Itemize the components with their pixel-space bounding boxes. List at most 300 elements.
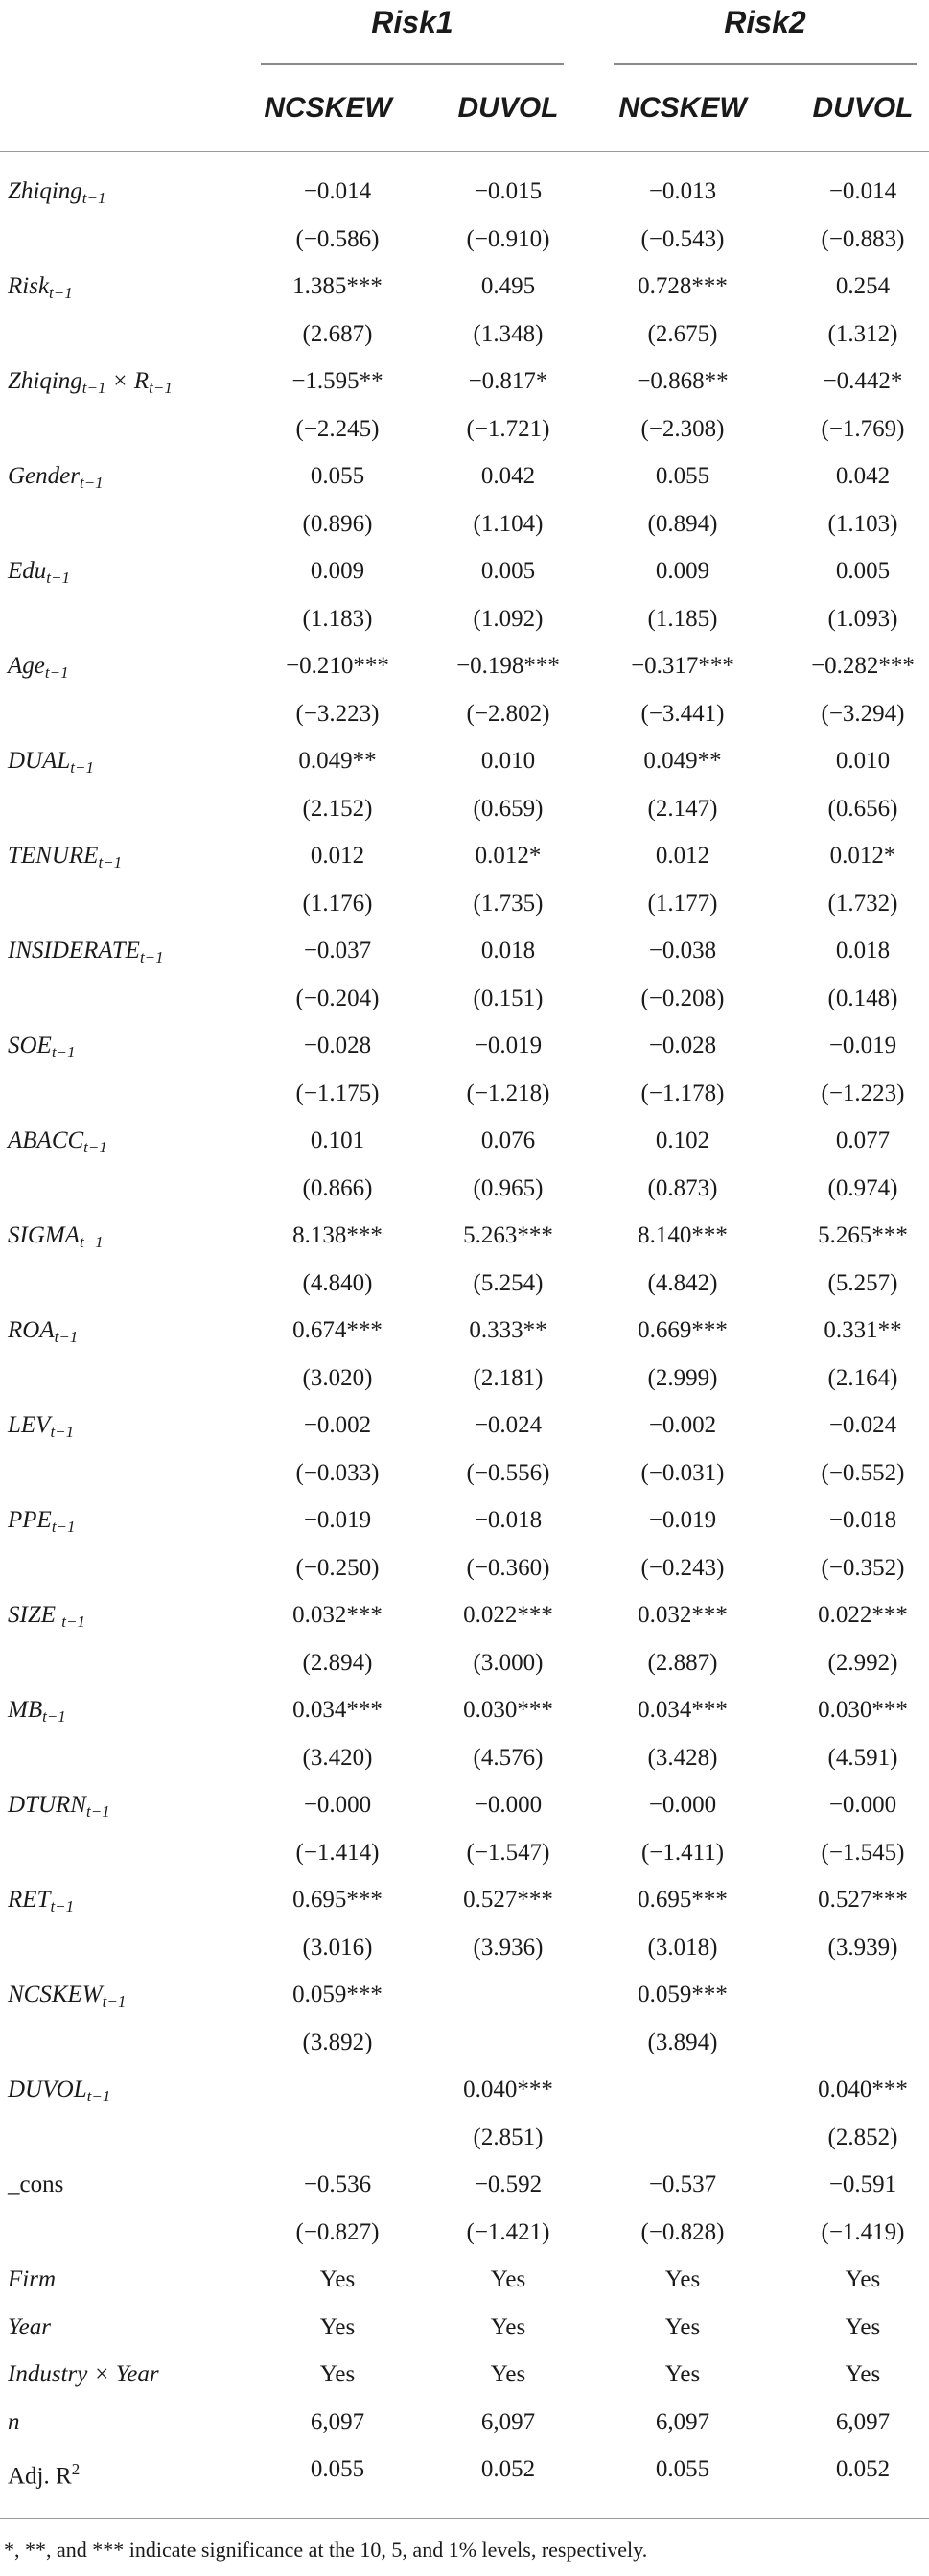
table-cell: −0.018 xyxy=(474,1507,543,1533)
table-cell: (1.185) xyxy=(647,605,718,632)
table-cell: Yes xyxy=(319,2266,356,2292)
row-label-text: LEV xyxy=(8,1412,51,1438)
table-cell: −0.013 xyxy=(648,178,717,204)
row-label-subscript: t−1 xyxy=(46,569,70,587)
table-cell: (0.896) xyxy=(302,510,373,537)
table-cell xyxy=(777,1971,929,2019)
row-label xyxy=(8,1402,257,1450)
table-row xyxy=(0,1971,929,2019)
table-row xyxy=(0,2161,929,2209)
table-cell: (2.147) xyxy=(647,795,718,822)
table-cell xyxy=(596,2114,769,2162)
row-label-text: Edu xyxy=(8,558,47,584)
row-label-text: DTURN xyxy=(8,1792,86,1818)
table-cell: (−0.827) xyxy=(295,2218,380,2245)
row-label-text: INSIDERATE xyxy=(8,938,140,963)
column-header-ncskew-2: NCSKEW xyxy=(618,92,747,124)
row-label xyxy=(8,1497,257,1544)
table-row-tstat xyxy=(0,1829,929,1877)
table-cell: −0.537 xyxy=(648,2171,717,2197)
table-row-tstat xyxy=(0,595,929,643)
row-label xyxy=(8,975,257,1023)
table-cell: (2.887) xyxy=(647,1649,718,1676)
table-cell: (−0.204) xyxy=(295,985,380,1011)
table-cell: 0.101 xyxy=(310,1127,365,1153)
table-cell: −0.002 xyxy=(303,1412,372,1438)
row-label-text: Risk xyxy=(8,273,50,299)
row-label-subscript: t−1 xyxy=(81,379,106,397)
table-cell: −1.595** xyxy=(291,368,383,394)
table-cell: Yes xyxy=(490,2266,526,2292)
table-row xyxy=(0,2446,929,2494)
table-cell: (0.656) xyxy=(827,795,898,822)
row-label-subscript: t−1 xyxy=(44,663,69,682)
table-cell: 0.055 xyxy=(655,2456,710,2482)
header-rule xyxy=(0,151,929,152)
table-cell: 0.009 xyxy=(310,558,365,584)
table-cell: −0.198*** xyxy=(456,653,560,679)
row-label xyxy=(8,1022,257,1070)
table-cell: (1.092) xyxy=(473,605,544,632)
table-cell: (−0.543) xyxy=(640,225,725,252)
row-label xyxy=(8,168,257,216)
table-cell: (−1.547) xyxy=(466,1839,550,1866)
table-row xyxy=(0,1591,929,1639)
table-cell: (−0.243) xyxy=(640,1554,725,1581)
table-cell: (−3.441) xyxy=(640,700,725,727)
table-cell: 0.010 xyxy=(835,748,891,774)
table-cell: −0.442* xyxy=(823,368,903,394)
table-cell: (0.659) xyxy=(473,795,544,822)
table-row-tstat xyxy=(0,500,929,548)
table-cell: −0.592 xyxy=(474,2171,543,2197)
table-row xyxy=(0,2399,929,2447)
table-cell: (0.974) xyxy=(827,1174,898,1201)
row-label xyxy=(8,2446,257,2494)
table-cell: (−1.223) xyxy=(821,1079,905,1106)
table-cell: (0.148) xyxy=(827,985,898,1011)
table-cell: (3.936) xyxy=(473,1934,544,1961)
table-cell: Yes xyxy=(664,2361,701,2387)
table-row-tstat xyxy=(0,1355,929,1403)
table-cell: Yes xyxy=(845,2313,881,2340)
table-cell: −0.028 xyxy=(303,1033,372,1058)
row-label-subscript: t−1 xyxy=(79,1233,104,1251)
row-label-text: SOE xyxy=(8,1033,52,1058)
row-label xyxy=(8,263,257,311)
table-cell: −0.000 xyxy=(303,1792,372,1818)
table-cell: −0.019 xyxy=(474,1033,543,1058)
table-cell: Yes xyxy=(664,2313,701,2340)
table-cell: (1.093) xyxy=(827,605,898,632)
table-cell: (−2.245) xyxy=(295,415,380,442)
footer-rule xyxy=(0,2518,929,2519)
table-cell: (2.851) xyxy=(473,2123,544,2150)
row-label xyxy=(8,927,257,975)
table-cell: (0.151) xyxy=(473,985,544,1011)
table-row-tstat xyxy=(0,1165,929,1213)
table-cell: 0.052 xyxy=(480,2456,536,2482)
row-label xyxy=(8,2209,257,2257)
row-label-text: PPE xyxy=(8,1507,52,1533)
table-cell: (4.842) xyxy=(647,1269,718,1296)
row-label-subscript: t−1 xyxy=(83,1138,107,1156)
table-cell: (0.873) xyxy=(647,1174,718,1201)
group-underline-risk2 xyxy=(614,63,917,65)
column-header-duvol-2: DUVOL xyxy=(812,92,914,124)
table-row-tstat xyxy=(0,2114,929,2162)
table-cell: 6,097 xyxy=(835,2408,891,2435)
table-cell: (2.852) xyxy=(827,2123,898,2150)
table-cell: −0.000 xyxy=(474,1792,543,1818)
row-label xyxy=(8,358,257,406)
table-row xyxy=(0,1117,929,1165)
table-row-tstat xyxy=(0,1260,929,1308)
column-header-ncskew-1: NCSKEW xyxy=(264,92,392,124)
table-cell: (−0.208) xyxy=(640,985,725,1011)
table-cell: −0.817* xyxy=(468,368,548,394)
row-label xyxy=(8,1070,257,1118)
table-row xyxy=(0,547,929,595)
row-label xyxy=(8,1876,257,1924)
table-cell: 0.010 xyxy=(480,748,536,774)
table-cell: (−1.419) xyxy=(821,2218,905,2245)
table-row xyxy=(0,2066,929,2114)
table-cell: (−3.223) xyxy=(295,700,380,727)
table-cell: (0.866) xyxy=(302,1174,373,1201)
table-cell: (1.177) xyxy=(647,890,718,917)
row-label-subscript: t−1 xyxy=(50,1897,75,1915)
row-label xyxy=(8,595,257,643)
row-label xyxy=(8,1924,257,1972)
row-label-subscript: t−1 xyxy=(86,2087,111,2105)
table-cell: (2.181) xyxy=(473,1364,544,1391)
table-cell: −0.015 xyxy=(474,178,543,204)
table-row-tstat xyxy=(0,2019,929,2067)
table-cell: −0.019 xyxy=(828,1033,897,1058)
table-row xyxy=(0,1402,929,1450)
row-label-subscript: t−1 xyxy=(42,1707,66,1726)
table-cell: Yes xyxy=(664,2266,701,2292)
table-cell: 0.042 xyxy=(835,463,891,489)
table-row-tstat xyxy=(0,311,929,359)
table-cell: (1.312) xyxy=(827,320,898,347)
row-label xyxy=(8,880,257,928)
row-label xyxy=(8,1544,257,1592)
row-label xyxy=(8,1260,257,1308)
row-label xyxy=(8,1212,257,1260)
table-cell xyxy=(596,2066,769,2114)
row-label xyxy=(8,832,257,880)
table-cell: Yes xyxy=(490,2313,526,2340)
table-cell: (4.576) xyxy=(473,1744,544,1771)
table-row-tstat xyxy=(0,2209,929,2257)
table-row-tstat xyxy=(0,1734,929,1782)
row-label xyxy=(8,1639,257,1687)
table-cell: (−1.769) xyxy=(821,415,905,442)
table-cell: (3.016) xyxy=(302,1934,373,1961)
row-label xyxy=(8,2114,257,2162)
table-cell: 5.265*** xyxy=(818,1222,908,1248)
table-cell: (3.894) xyxy=(647,2029,718,2055)
table-cell: 0.055 xyxy=(655,463,710,489)
table-cell: (−1.175) xyxy=(295,1079,380,1106)
table-cell: 0.076 xyxy=(480,1127,536,1153)
table-cell: (2.164) xyxy=(827,1364,898,1391)
table-row xyxy=(0,1497,929,1544)
table-cell: 0.042 xyxy=(480,463,536,489)
table-row xyxy=(0,1022,929,1070)
table-cell: (3.420) xyxy=(302,1744,373,1771)
row-label-text: ROA xyxy=(8,1317,55,1343)
table-cell: (−0.828) xyxy=(640,2218,725,2245)
table-cell: 0.030*** xyxy=(818,1697,908,1723)
table-cell: 1.385*** xyxy=(292,273,383,299)
row-label-interaction: × R xyxy=(105,368,150,394)
table-cell: −0.868** xyxy=(637,368,729,394)
table-row-tstat xyxy=(0,1450,929,1497)
table-cell: (3.428) xyxy=(647,1744,718,1771)
row-label-subscript: t−1 xyxy=(139,948,164,966)
row-label xyxy=(8,2256,257,2304)
table-cell: (−0.033) xyxy=(295,1459,380,1486)
table-cell xyxy=(777,2019,929,2067)
table-cell: 0.333** xyxy=(469,1317,547,1343)
table-cell: 6,097 xyxy=(655,2408,710,2435)
row-label xyxy=(8,2399,257,2447)
row-label-text: SIZE xyxy=(8,1602,62,1628)
row-label-subscript: t−1 xyxy=(81,189,106,207)
table-row-tstat xyxy=(0,216,929,264)
table-row xyxy=(0,2304,929,2352)
row-label-subscript: t−1 xyxy=(98,853,123,871)
row-label-subscript: t−1 xyxy=(85,1802,110,1821)
table-cell: 0.022*** xyxy=(463,1602,553,1628)
table-cell: −0.038 xyxy=(648,938,717,963)
table-cell: (−0.031) xyxy=(640,1459,725,1486)
table-cell: 0.034*** xyxy=(292,1697,383,1723)
table-cell: 8.140*** xyxy=(638,1222,728,1248)
table-cell: 0.254 xyxy=(835,273,891,299)
table-cell: (−0.910) xyxy=(466,225,550,252)
table-row-tstat xyxy=(0,880,929,928)
table-row xyxy=(0,168,929,216)
table-cell: 0.022*** xyxy=(818,1602,908,1628)
row-label xyxy=(8,1829,257,1877)
row-label-text: Gender xyxy=(8,463,80,489)
row-label xyxy=(8,690,257,738)
table-cell: (−0.250) xyxy=(295,1554,380,1581)
row-label-subscript: t−1 xyxy=(102,1992,127,2010)
table-cell: (−1.421) xyxy=(466,2218,550,2245)
table-cell: (5.257) xyxy=(827,1269,898,1296)
table-cell: (2.675) xyxy=(647,320,718,347)
table-row xyxy=(0,1307,929,1355)
table-cell: (4.840) xyxy=(302,1269,373,1296)
row-label-subscript: t−1 xyxy=(79,474,104,492)
table-cell: (−1.545) xyxy=(821,1839,905,1866)
table-row xyxy=(0,1212,929,1260)
table-row xyxy=(0,642,929,690)
table-cell: (−0.556) xyxy=(466,1459,550,1486)
table-cell: 0.695*** xyxy=(638,1887,728,1913)
table-cell: −0.019 xyxy=(303,1507,372,1533)
table-footnote: *, **, and *** indicate significance at the 10, 5, and 1% levels, respectively. xyxy=(4,2538,648,2562)
table-cell: (3.892) xyxy=(302,2029,373,2055)
table-cell: 0.005 xyxy=(480,558,536,584)
table-cell xyxy=(251,2114,424,2162)
table-cell: 0.040*** xyxy=(818,2077,908,2102)
table-cell: 0.695*** xyxy=(292,1887,383,1913)
row-label-text: TENURE xyxy=(8,843,99,869)
table-row xyxy=(0,453,929,500)
row-label xyxy=(8,737,257,785)
table-cell xyxy=(422,2019,594,2067)
row-label-superscript: 2 xyxy=(71,2460,81,2478)
table-cell: (1.348) xyxy=(473,320,544,347)
table-row xyxy=(0,358,929,406)
table-body xyxy=(0,168,929,2494)
table-row-tstat xyxy=(0,406,929,453)
row-label-text: Age xyxy=(8,653,45,679)
row-label xyxy=(8,2304,257,2352)
table-cell: −0.018 xyxy=(828,1507,897,1533)
row-label xyxy=(8,1781,257,1829)
row-label xyxy=(8,1686,257,1734)
table-cell: −0.317*** xyxy=(631,653,734,679)
table-cell: (2.894) xyxy=(302,1649,373,1676)
group-header-risk2: Risk2 xyxy=(724,5,806,39)
row-label-text: DUAL xyxy=(8,748,71,774)
row-label xyxy=(8,1355,257,1403)
row-label xyxy=(8,547,257,595)
table-row-tstat xyxy=(0,975,929,1023)
table-cell: (1.183) xyxy=(302,605,373,632)
table-cell: −0.002 xyxy=(648,1412,717,1438)
row-label-subscript: t−1 xyxy=(54,1328,79,1346)
table-row-tstat xyxy=(0,785,929,833)
table-cell: (3.020) xyxy=(302,1364,373,1391)
table-cell: (−1.721) xyxy=(466,415,550,442)
row-label-text: Industry × Year xyxy=(8,2361,159,2387)
table-row xyxy=(0,2256,929,2304)
table-cell: (−2.802) xyxy=(466,700,550,727)
row-label-text: DUVOL xyxy=(8,2077,87,2102)
table-cell: Yes xyxy=(319,2313,356,2340)
row-label xyxy=(8,453,257,500)
table-cell: −0.282*** xyxy=(811,653,915,679)
table-cell: −0.536 xyxy=(303,2171,372,2197)
row-label-text: Firm xyxy=(8,2266,56,2292)
table-cell: 0.009 xyxy=(655,558,710,584)
table-cell: (3.939) xyxy=(827,1934,898,1961)
table-cell: −0.028 xyxy=(648,1033,717,1058)
table-row-tstat xyxy=(0,1924,929,1972)
table-cell: (−1.414) xyxy=(295,1839,380,1866)
table-row xyxy=(0,737,929,785)
table-cell: (−0.360) xyxy=(466,1554,550,1581)
table-row xyxy=(0,1781,929,1829)
table-cell: Yes xyxy=(845,2361,881,2387)
row-label xyxy=(8,1307,257,1355)
table-cell: −0.000 xyxy=(648,1792,717,1818)
table-cell: 0.012 xyxy=(655,843,710,869)
group-header-risk1: Risk1 xyxy=(371,5,453,39)
row-label-text: RET xyxy=(8,1887,51,1913)
table-cell: 6,097 xyxy=(480,2408,536,2435)
table-row xyxy=(0,2351,929,2399)
table-cell: −0.014 xyxy=(303,178,372,204)
row-label xyxy=(8,1450,257,1497)
row-label xyxy=(8,1591,257,1639)
table-cell: 0.495 xyxy=(480,273,536,299)
table-cell: 0.728*** xyxy=(638,273,728,299)
row-label-text: MB xyxy=(8,1697,43,1723)
table-row-tstat xyxy=(0,690,929,738)
table-cell: 0.052 xyxy=(835,2456,891,2482)
table-cell: (−0.883) xyxy=(821,225,905,252)
row-label xyxy=(8,1734,257,1782)
table-cell: (0.965) xyxy=(473,1174,544,1201)
table-cell: 0.102 xyxy=(655,1127,710,1153)
row-label-subscript: t−1 xyxy=(51,1518,76,1536)
table-cell: 6,097 xyxy=(310,2408,365,2435)
table-cell: 0.055 xyxy=(310,2456,365,2482)
table-cell: 0.012* xyxy=(829,843,896,869)
table-cell: 0.669*** xyxy=(638,1317,728,1343)
table-cell: 8.138*** xyxy=(292,1222,383,1248)
table-cell: (1.735) xyxy=(473,890,544,917)
table-cell: (−1.218) xyxy=(466,1079,550,1106)
table-cell: (−1.411) xyxy=(640,1839,725,1866)
row-label xyxy=(8,1165,257,1213)
table-cell: (2.992) xyxy=(827,1649,898,1676)
table-cell: (−3.294) xyxy=(821,700,905,727)
table-cell: 0.059*** xyxy=(292,1982,383,2007)
table-cell: 0.674*** xyxy=(292,1317,383,1343)
table-cell: 0.018 xyxy=(835,938,891,963)
table-cell: (0.894) xyxy=(647,510,718,537)
table-cell: 0.527*** xyxy=(818,1887,908,1913)
table-cell: (3.000) xyxy=(473,1649,544,1676)
table-cell xyxy=(251,2066,424,2114)
table-cell: (5.254) xyxy=(473,1269,544,1296)
table-cell: (−2.308) xyxy=(640,415,725,442)
table-cell: 5.263*** xyxy=(463,1222,553,1248)
row-label xyxy=(8,642,257,690)
table-cell: 0.331** xyxy=(824,1317,902,1343)
row-label xyxy=(8,785,257,833)
table-cell: −0.210*** xyxy=(286,653,389,679)
row-label-text: Zhiqing xyxy=(8,178,82,204)
table-cell: −0.000 xyxy=(828,1792,897,1818)
row-label xyxy=(8,311,257,359)
table-row xyxy=(0,832,929,880)
row-label xyxy=(8,2351,257,2399)
table-row-tstat xyxy=(0,1639,929,1687)
row-label-text: n xyxy=(8,2408,20,2435)
table-cell: 0.527*** xyxy=(463,1887,553,1913)
table-row xyxy=(0,263,929,311)
table-cell: 0.049** xyxy=(643,748,722,774)
table-cell: −0.591 xyxy=(828,2171,897,2197)
table-row xyxy=(0,927,929,975)
row-label-subscript: t−1 xyxy=(51,1043,76,1061)
table-cell: 0.040*** xyxy=(463,2077,553,2102)
table-cell: (3.018) xyxy=(647,1934,718,1961)
row-label xyxy=(8,2161,257,2209)
table-cell: 0.059*** xyxy=(638,1982,728,2007)
